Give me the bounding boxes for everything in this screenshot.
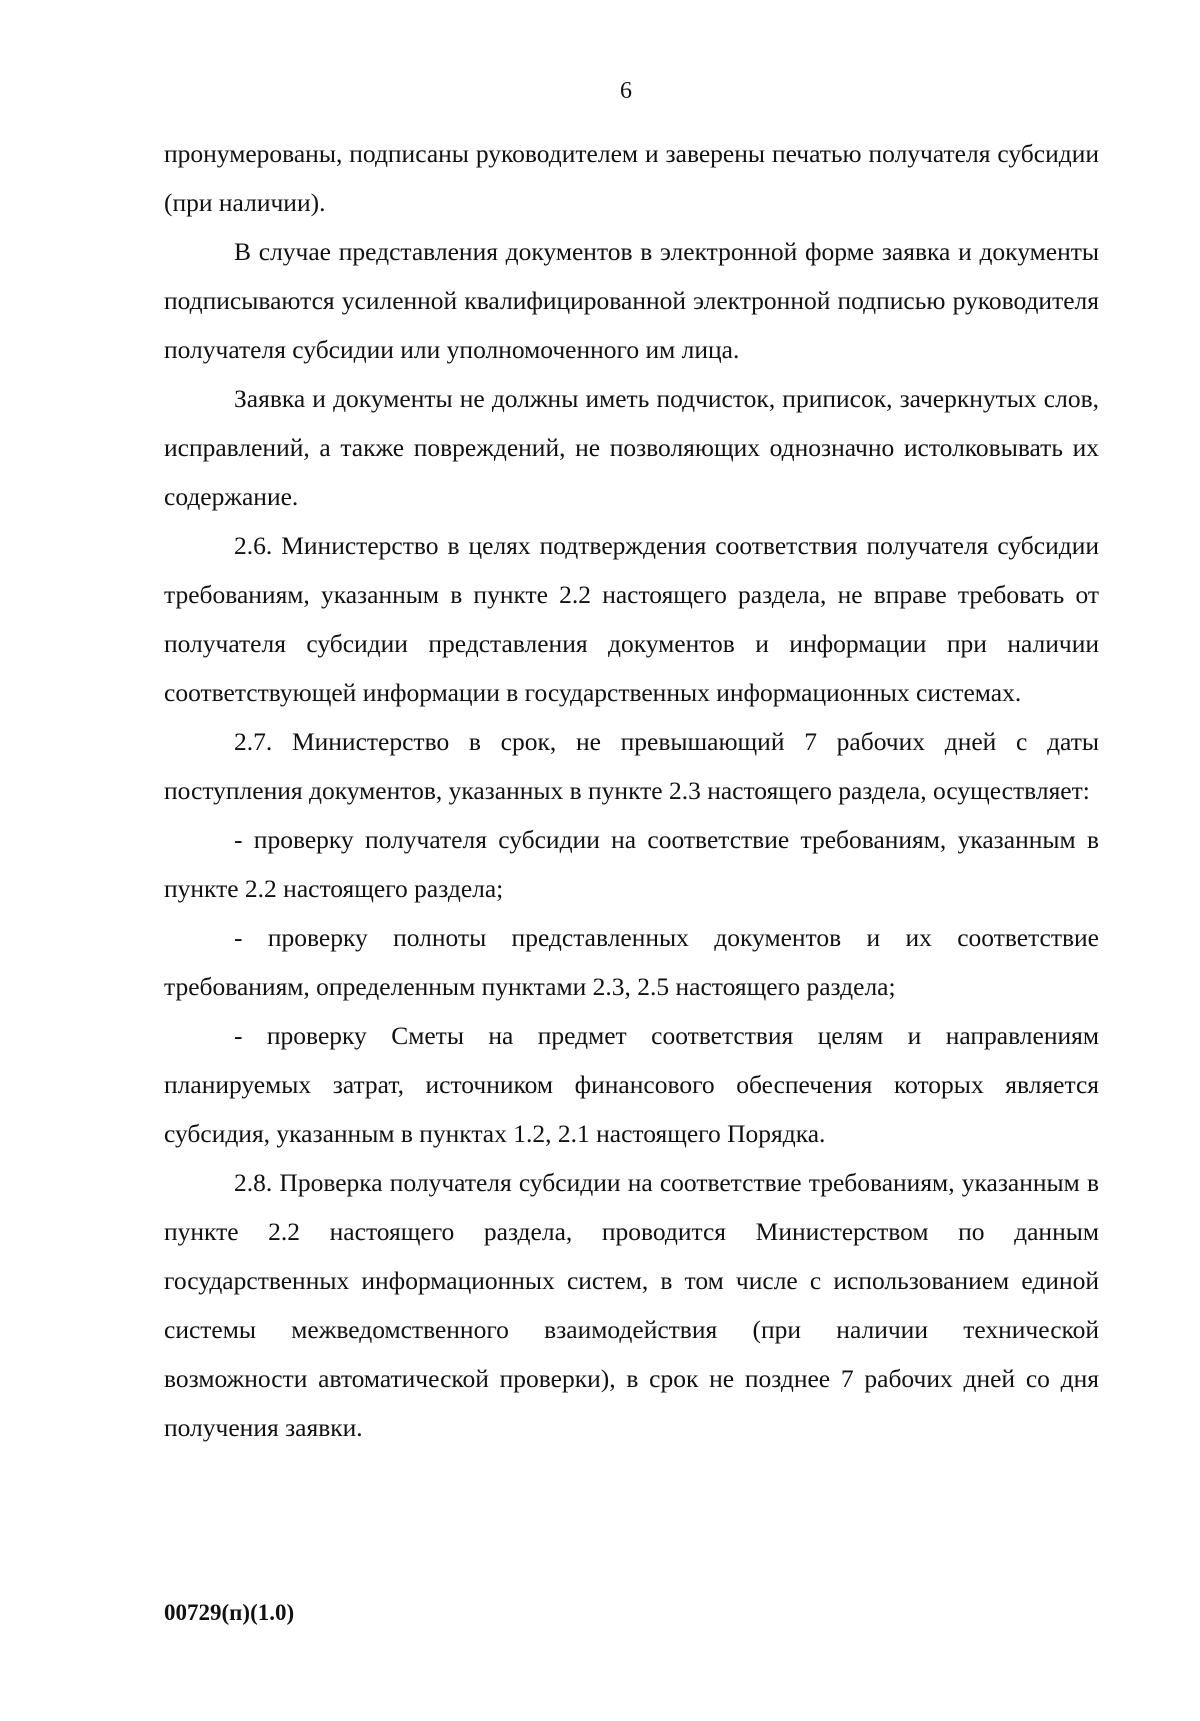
paragraph-2-7: 2.7. Министерство в срок, не превышающий 7 рабочих дней с даты поступления документов, указанных в пункте 2.3 настоящего раздела, осуществляет: xyxy=(164,727,1099,805)
document-body xyxy=(164,129,1099,1452)
document-code: 00729(п)(1.0) xyxy=(164,1600,295,1625)
list-item-check-documents: - проверку полноты представленных документов и их соответствие требованиям, определенным пунктами 2.3, 2.5 настоящего раздела; xyxy=(164,923,1099,1001)
paragraph-continuation: пронумерованы, подписаны руководителем и заверены печатью получателя субсидии (при наличии). xyxy=(164,139,1099,217)
paragraph-no-erasures: Заявка и документы не должны иметь подчисток, приписок, зачеркнутых слов, исправлений, а также повреждений, не позволяющих однозначно истолковывать их содержание. xyxy=(164,384,1099,511)
paragraph-2-8: 2.8. Проверка получателя субсидии на соответствие требованиям, указанным в пункте 2.2 настоящего раздела, проводится Министерством по данным государственных информационных систем, в том числе с использованием единой системы межведомственного взаимодействия (при наличии технической возможности автоматической проверки), в срок не позднее 7 рабочих дней со дня получения заявки. xyxy=(164,1168,1099,1442)
list-item-check-estimate: - проверку Сметы на предмет соответствия целям и направлениям планируемых затрат, источником финансового обеспечения которых является субсидия, указанным в пунктах 1.2, 2.1 настоящего Порядка. xyxy=(164,1021,1099,1148)
paragraph-2-6: 2.6. Министерство в целях подтверждения соответствия получателя субсидии требованиям, указанным в пункте 2.2 настоящего раздела, не вправе требовать от получателя субсидии представления документов и информации при наличии соответствующей информации в государственных информационных системах. xyxy=(164,531,1099,707)
paragraph-electronic-form: В случае представления документов в электронной форме заявка и документы подписываются усиленной квалифицированной электронной подписью руководителя получателя субсидии или уполномоченного им лица. xyxy=(164,237,1099,364)
page-number: 6 xyxy=(620,78,632,104)
list-item-check-recipient: - проверку получателя субсидии на соответствие требованиям, указанным в пункте 2.2 настоящего раздела; xyxy=(164,825,1099,903)
